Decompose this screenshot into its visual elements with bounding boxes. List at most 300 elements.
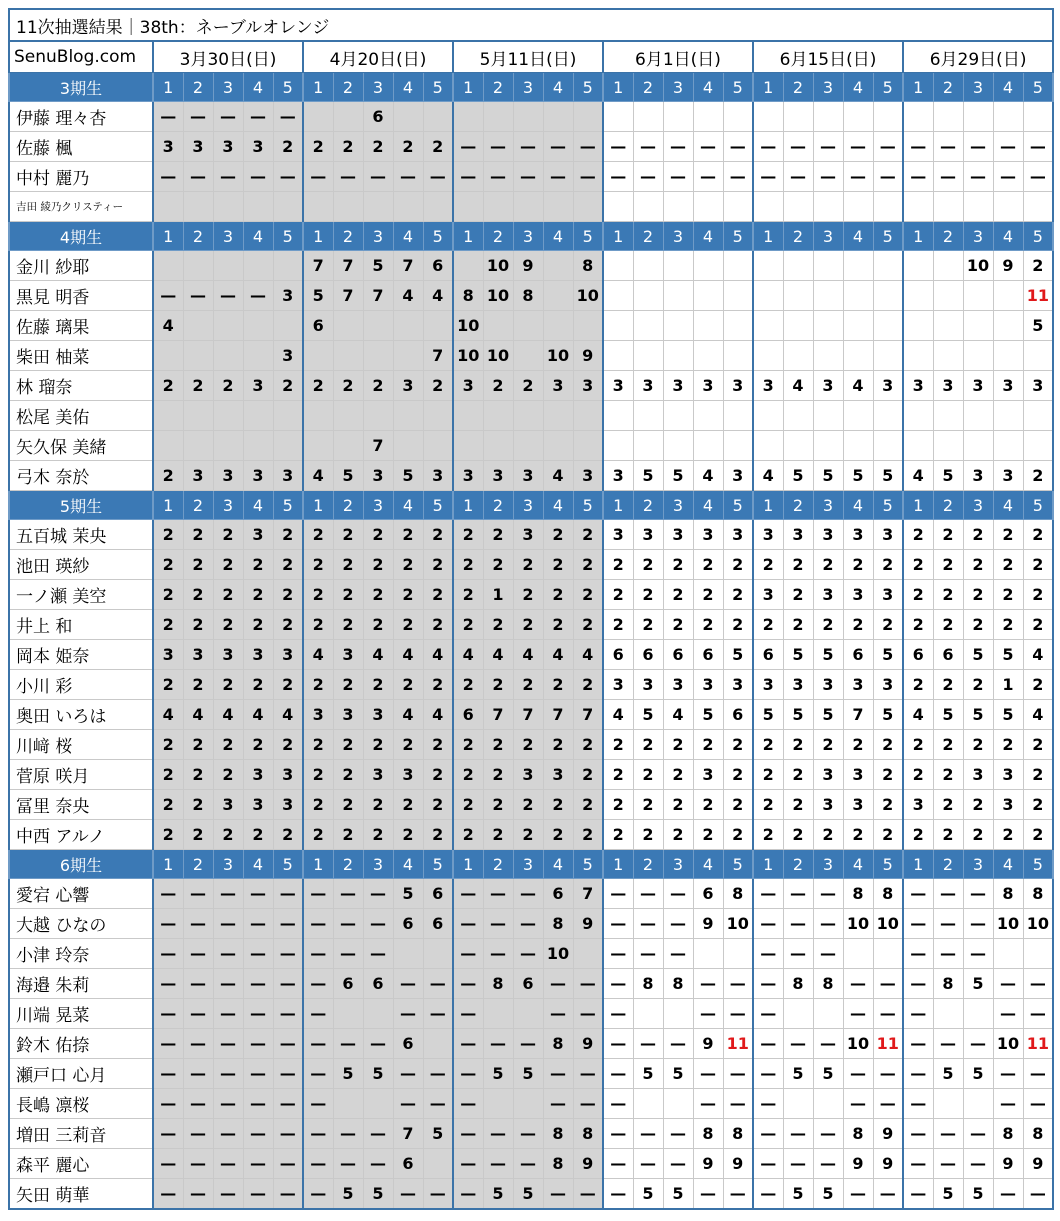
- result-cell: 2: [423, 610, 453, 640]
- result-cell: 4: [513, 640, 543, 670]
- result-cell: 2: [933, 580, 963, 610]
- result-cell: —: [573, 969, 603, 999]
- result-cell: —: [453, 999, 483, 1029]
- member-name: 金川 紗耶: [9, 251, 153, 281]
- result-cell: —: [633, 879, 663, 909]
- result-cell: [393, 102, 423, 132]
- part-number-header: 3: [363, 850, 393, 879]
- part-number-header: 4: [393, 850, 423, 879]
- result-cell: 2: [633, 610, 663, 640]
- result-cell: —: [543, 132, 573, 162]
- result-cell: —: [753, 1059, 783, 1089]
- result-cell: 2: [183, 580, 213, 610]
- result-cell: —: [903, 162, 933, 192]
- result-cell: 2: [903, 550, 933, 580]
- result-cell: 2: [303, 132, 333, 162]
- result-cell: 2: [303, 670, 333, 700]
- result-cell: 5: [873, 461, 903, 491]
- result-cell: —: [453, 1119, 483, 1149]
- member-row: [9, 939, 1053, 969]
- result-cell: 4: [783, 371, 813, 401]
- result-cell: —: [783, 1119, 813, 1149]
- result-cell: 2: [453, 820, 483, 850]
- result-cell: —: [573, 1179, 603, 1210]
- member-row: [9, 520, 1053, 550]
- result-cell: 2: [753, 760, 783, 790]
- member-row: [9, 1179, 1053, 1210]
- result-cell: 2: [693, 550, 723, 580]
- member-name: 柴田 柚菜: [9, 341, 153, 371]
- result-cell: —: [393, 1089, 423, 1119]
- part-number-header: 1: [753, 222, 783, 251]
- result-cell: [843, 341, 873, 371]
- result-cell: 7: [393, 1119, 423, 1149]
- result-cell: [153, 401, 183, 431]
- result-cell: —: [213, 281, 243, 311]
- result-cell: 5: [363, 251, 393, 281]
- result-cell: 5: [483, 1059, 513, 1089]
- result-cell: 6: [363, 969, 393, 999]
- result-cell: 3: [813, 520, 843, 550]
- result-cell: 2: [993, 550, 1023, 580]
- result-cell: —: [873, 999, 903, 1029]
- result-cell: [1023, 102, 1053, 132]
- part-number-header: 3: [213, 491, 243, 520]
- result-cell: 3: [723, 520, 753, 550]
- result-cell: 2: [873, 730, 903, 760]
- result-cell: 3: [1023, 371, 1053, 401]
- generation-header-row: [9, 73, 1053, 102]
- result-cell: [483, 102, 513, 132]
- result-cell: —: [633, 1149, 663, 1179]
- result-cell: [903, 341, 933, 371]
- part-number-header: 2: [183, 73, 213, 102]
- result-cell: [153, 192, 183, 222]
- result-cell: [993, 311, 1023, 341]
- result-cell: —: [543, 162, 573, 192]
- member-row: [9, 1089, 1053, 1119]
- result-cell: 2: [633, 730, 663, 760]
- result-cell: 2: [753, 730, 783, 760]
- result-cell: 2: [903, 520, 933, 550]
- result-cell: 6: [393, 1029, 423, 1059]
- member-row: [9, 610, 1053, 640]
- result-cell: 10: [723, 909, 753, 939]
- result-cell: —: [213, 1179, 243, 1210]
- result-cell: 4: [363, 640, 393, 670]
- result-cell: 10: [1023, 909, 1053, 939]
- result-cell: 2: [903, 670, 933, 700]
- result-cell: 3: [573, 371, 603, 401]
- result-cell: 2: [183, 730, 213, 760]
- result-cell: 2: [873, 610, 903, 640]
- result-cell: [393, 939, 423, 969]
- result-cell: 10: [483, 341, 513, 371]
- result-cell: —: [513, 132, 543, 162]
- result-cell: —: [153, 1089, 183, 1119]
- lottery-results-table: [8, 8, 1054, 1210]
- generation-label: 3期生: [9, 73, 153, 102]
- result-cell: —: [243, 1149, 273, 1179]
- result-cell: 5: [663, 1179, 693, 1210]
- result-cell: 2: [213, 520, 243, 550]
- result-cell: 5: [783, 1179, 813, 1210]
- result-cell: —: [273, 1149, 303, 1179]
- result-cell: 2: [303, 820, 333, 850]
- result-cell: —: [963, 162, 993, 192]
- result-cell: —: [183, 1059, 213, 1089]
- result-cell: 2: [663, 610, 693, 640]
- member-row: [9, 162, 1053, 192]
- result-cell: 3: [693, 670, 723, 700]
- result-cell: 2: [993, 610, 1023, 640]
- result-cell: [753, 431, 783, 461]
- result-cell: [693, 102, 723, 132]
- result-cell: 2: [963, 610, 993, 640]
- result-cell: [333, 102, 363, 132]
- result-cell: [873, 401, 903, 431]
- result-cell: —: [843, 969, 873, 999]
- part-number-header: 1: [903, 73, 933, 102]
- result-cell: 2: [723, 790, 753, 820]
- result-cell: 3: [873, 670, 903, 700]
- result-cell: [873, 281, 903, 311]
- part-number-header: 4: [693, 491, 723, 520]
- result-cell: —: [603, 1059, 633, 1089]
- result-cell: —: [423, 999, 453, 1029]
- part-number-header: 1: [903, 222, 933, 251]
- result-cell: 3: [663, 670, 693, 700]
- result-cell: [333, 1089, 363, 1119]
- result-cell: [663, 281, 693, 311]
- result-cell: —: [303, 879, 333, 909]
- member-name: 佐藤 璃果: [9, 311, 153, 341]
- part-number-header: 2: [183, 222, 213, 251]
- result-cell: 8: [693, 1119, 723, 1149]
- result-cell: —: [213, 909, 243, 939]
- result-cell: —: [513, 1029, 543, 1059]
- member-name: 大越 ひなの: [9, 909, 153, 939]
- result-cell: 8: [993, 879, 1023, 909]
- part-number-header: 5: [423, 222, 453, 251]
- result-cell: 2: [543, 550, 573, 580]
- result-cell: [633, 341, 663, 371]
- result-cell: 3: [333, 640, 363, 670]
- result-cell: 2: [423, 550, 453, 580]
- result-cell: 9: [873, 1119, 903, 1149]
- result-cell: 4: [453, 640, 483, 670]
- result-cell: 6: [453, 700, 483, 730]
- result-cell: [543, 401, 573, 431]
- result-cell: [513, 401, 543, 431]
- result-cell: 2: [813, 610, 843, 640]
- result-cell: [423, 939, 453, 969]
- result-cell: [423, 1029, 453, 1059]
- result-cell: —: [153, 1179, 183, 1210]
- result-cell: [573, 939, 603, 969]
- result-cell: 2: [1023, 790, 1053, 820]
- result-cell: [813, 281, 843, 311]
- result-cell: —: [693, 162, 723, 192]
- result-cell: [183, 311, 213, 341]
- part-number-header: 1: [153, 73, 183, 102]
- result-cell: 3: [273, 790, 303, 820]
- result-cell: —: [153, 969, 183, 999]
- result-cell: 2: [903, 580, 933, 610]
- result-cell: 2: [393, 730, 423, 760]
- result-cell: [903, 311, 933, 341]
- result-cell: —: [753, 1149, 783, 1179]
- result-cell: 3: [153, 640, 183, 670]
- result-cell: —: [273, 999, 303, 1029]
- part-number-header: 4: [543, 850, 573, 879]
- result-cell: [573, 401, 603, 431]
- result-cell: —: [843, 162, 873, 192]
- result-cell: 4: [1023, 700, 1053, 730]
- result-cell: 2: [273, 610, 303, 640]
- result-cell: 3: [843, 580, 873, 610]
- result-cell: 2: [1023, 550, 1053, 580]
- result-cell: 5: [1023, 311, 1053, 341]
- result-cell: —: [753, 939, 783, 969]
- result-cell: 3: [183, 132, 213, 162]
- part-number-header: 3: [213, 222, 243, 251]
- result-cell: 2: [723, 550, 753, 580]
- result-cell: 2: [633, 760, 663, 790]
- result-cell: 5: [813, 1059, 843, 1089]
- result-cell: —: [813, 1029, 843, 1059]
- result-cell: 2: [603, 820, 633, 850]
- result-cell: —: [753, 999, 783, 1029]
- result-cell: 2: [483, 760, 513, 790]
- result-cell: 2: [783, 550, 813, 580]
- result-cell: 2: [933, 730, 963, 760]
- result-cell: [963, 1089, 993, 1119]
- result-cell: 2: [333, 550, 363, 580]
- result-cell: —: [363, 879, 393, 909]
- part-number-header: 4: [543, 491, 573, 520]
- part-number-header: 3: [813, 73, 843, 102]
- result-cell: 3: [963, 371, 993, 401]
- part-number-header: 2: [333, 222, 363, 251]
- result-cell: 3: [423, 461, 453, 491]
- result-cell: —: [423, 1059, 453, 1089]
- result-cell: —: [183, 281, 213, 311]
- result-cell: 2: [723, 820, 753, 850]
- result-cell: 2: [153, 790, 183, 820]
- result-cell: 10: [483, 251, 513, 281]
- result-cell: 8: [1023, 879, 1053, 909]
- result-cell: —: [273, 1059, 303, 1089]
- part-number-header: 4: [843, 73, 873, 102]
- result-cell: 2: [363, 610, 393, 640]
- part-number-header: 3: [213, 73, 243, 102]
- result-cell: 2: [963, 820, 993, 850]
- result-cell: [723, 281, 753, 311]
- result-cell: 8: [873, 879, 903, 909]
- result-cell: —: [153, 909, 183, 939]
- result-cell: [633, 1089, 663, 1119]
- member-row: [9, 760, 1053, 790]
- result-cell: —: [603, 969, 633, 999]
- result-cell: —: [873, 1059, 903, 1089]
- result-cell: 2: [333, 760, 363, 790]
- result-cell: [393, 431, 423, 461]
- result-cell: 10: [543, 939, 573, 969]
- result-cell: 5: [963, 1059, 993, 1089]
- result-cell: 3: [213, 790, 243, 820]
- result-cell: 3: [813, 790, 843, 820]
- result-cell: —: [663, 162, 693, 192]
- result-cell: —: [1023, 132, 1053, 162]
- result-cell: 5: [813, 640, 843, 670]
- result-cell: —: [1023, 1179, 1053, 1210]
- result-cell: 2: [963, 730, 993, 760]
- result-cell: 2: [993, 580, 1023, 610]
- part-number-header: 4: [393, 222, 423, 251]
- result-cell: 2: [543, 730, 573, 760]
- member-name: 中村 麗乃: [9, 162, 153, 192]
- result-cell: 2: [693, 790, 723, 820]
- result-cell: [603, 251, 633, 281]
- part-number-header: 1: [753, 491, 783, 520]
- result-cell: 7: [333, 251, 363, 281]
- session-date-header: 3月30日(日): [153, 41, 303, 73]
- result-cell: 5: [633, 1059, 663, 1089]
- result-cell: 2: [693, 580, 723, 610]
- result-cell: —: [963, 1029, 993, 1059]
- result-cell: [933, 311, 963, 341]
- member-name: 菅原 咲月: [9, 760, 153, 790]
- result-cell: 6: [693, 640, 723, 670]
- part-number-header: 1: [603, 73, 633, 102]
- result-cell: 2: [873, 820, 903, 850]
- result-cell: —: [213, 999, 243, 1029]
- result-cell: —: [723, 1089, 753, 1119]
- member-row: [9, 1029, 1053, 1059]
- result-cell: 2: [423, 580, 453, 610]
- result-cell: 3: [513, 461, 543, 491]
- result-cell: —: [183, 1119, 213, 1149]
- result-cell: 5: [333, 461, 363, 491]
- result-cell: [603, 281, 633, 311]
- result-cell: —: [423, 969, 453, 999]
- result-cell: [663, 1089, 693, 1119]
- result-cell: —: [303, 909, 333, 939]
- part-number-header: 1: [753, 850, 783, 879]
- result-cell: 2: [783, 760, 813, 790]
- result-cell: —: [183, 939, 213, 969]
- result-cell: 1: [483, 580, 513, 610]
- result-cell: —: [813, 879, 843, 909]
- result-cell: —: [153, 1029, 183, 1059]
- part-number-header: 3: [663, 491, 693, 520]
- result-cell: 2: [603, 610, 633, 640]
- part-number-header: 4: [843, 491, 873, 520]
- result-cell: [933, 431, 963, 461]
- result-cell: —: [903, 939, 933, 969]
- result-cell: 2: [393, 550, 423, 580]
- result-cell: 2: [363, 670, 393, 700]
- member-name: 瀬戸口 心月: [9, 1059, 153, 1089]
- member-row: [9, 670, 1053, 700]
- result-cell: [873, 192, 903, 222]
- result-cell: —: [393, 999, 423, 1029]
- result-cell: 2: [753, 550, 783, 580]
- result-cell: —: [933, 162, 963, 192]
- result-cell: 2: [303, 730, 333, 760]
- result-cell: 2: [1023, 461, 1053, 491]
- result-cell: —: [243, 909, 273, 939]
- member-name: 佐藤 楓: [9, 132, 153, 162]
- result-cell: 5: [303, 281, 333, 311]
- part-number-header: 2: [333, 850, 363, 879]
- result-cell: [693, 431, 723, 461]
- result-cell: 2: [513, 580, 543, 610]
- part-number-header: 4: [693, 222, 723, 251]
- member-name: 小津 玲奈: [9, 939, 153, 969]
- result-cell: —: [393, 162, 423, 192]
- result-cell: 2: [393, 670, 423, 700]
- result-cell: —: [693, 1089, 723, 1119]
- part-number-header: 4: [993, 73, 1023, 102]
- result-cell: [783, 311, 813, 341]
- result-cell: 2: [1023, 580, 1053, 610]
- part-number-header: 5: [423, 850, 453, 879]
- part-number-header: 3: [663, 222, 693, 251]
- result-cell: [873, 341, 903, 371]
- result-cell: 2: [333, 670, 363, 700]
- result-cell: —: [243, 999, 273, 1029]
- result-cell: 3: [813, 670, 843, 700]
- part-number-header: 1: [303, 222, 333, 251]
- result-cell: 2: [183, 820, 213, 850]
- title-row: [9, 9, 1053, 41]
- member-row: [9, 550, 1053, 580]
- result-cell: [663, 251, 693, 281]
- part-number-header: 3: [813, 850, 843, 879]
- result-cell: —: [783, 909, 813, 939]
- session-date-header: 6月29日(日): [903, 41, 1053, 73]
- part-number-header: 5: [723, 850, 753, 879]
- result-cell: 5: [873, 700, 903, 730]
- result-cell: 3: [993, 371, 1023, 401]
- result-cell: 4: [423, 281, 453, 311]
- result-cell: —: [603, 1179, 633, 1210]
- result-cell: [903, 281, 933, 311]
- part-number-header: 5: [573, 491, 603, 520]
- part-number-header: 5: [573, 73, 603, 102]
- result-cell: —: [783, 1149, 813, 1179]
- result-cell: 2: [1023, 251, 1053, 281]
- member-name: 矢久保 美緒: [9, 431, 153, 461]
- result-cell: —: [813, 1119, 843, 1149]
- result-cell: 3: [603, 670, 633, 700]
- session-date-header: 6月1日(日): [603, 41, 753, 73]
- result-cell: 4: [393, 700, 423, 730]
- result-cell: 2: [483, 520, 513, 550]
- result-cell: 3: [183, 461, 213, 491]
- result-cell: 2: [513, 371, 543, 401]
- result-cell: —: [603, 162, 633, 192]
- part-number-header: 3: [213, 850, 243, 879]
- result-cell: 5: [393, 879, 423, 909]
- result-cell: 2: [1023, 670, 1053, 700]
- part-number-header: 3: [963, 222, 993, 251]
- result-cell: 11: [1023, 281, 1053, 311]
- member-name: 林 瑠奈: [9, 371, 153, 401]
- result-cell: —: [723, 969, 753, 999]
